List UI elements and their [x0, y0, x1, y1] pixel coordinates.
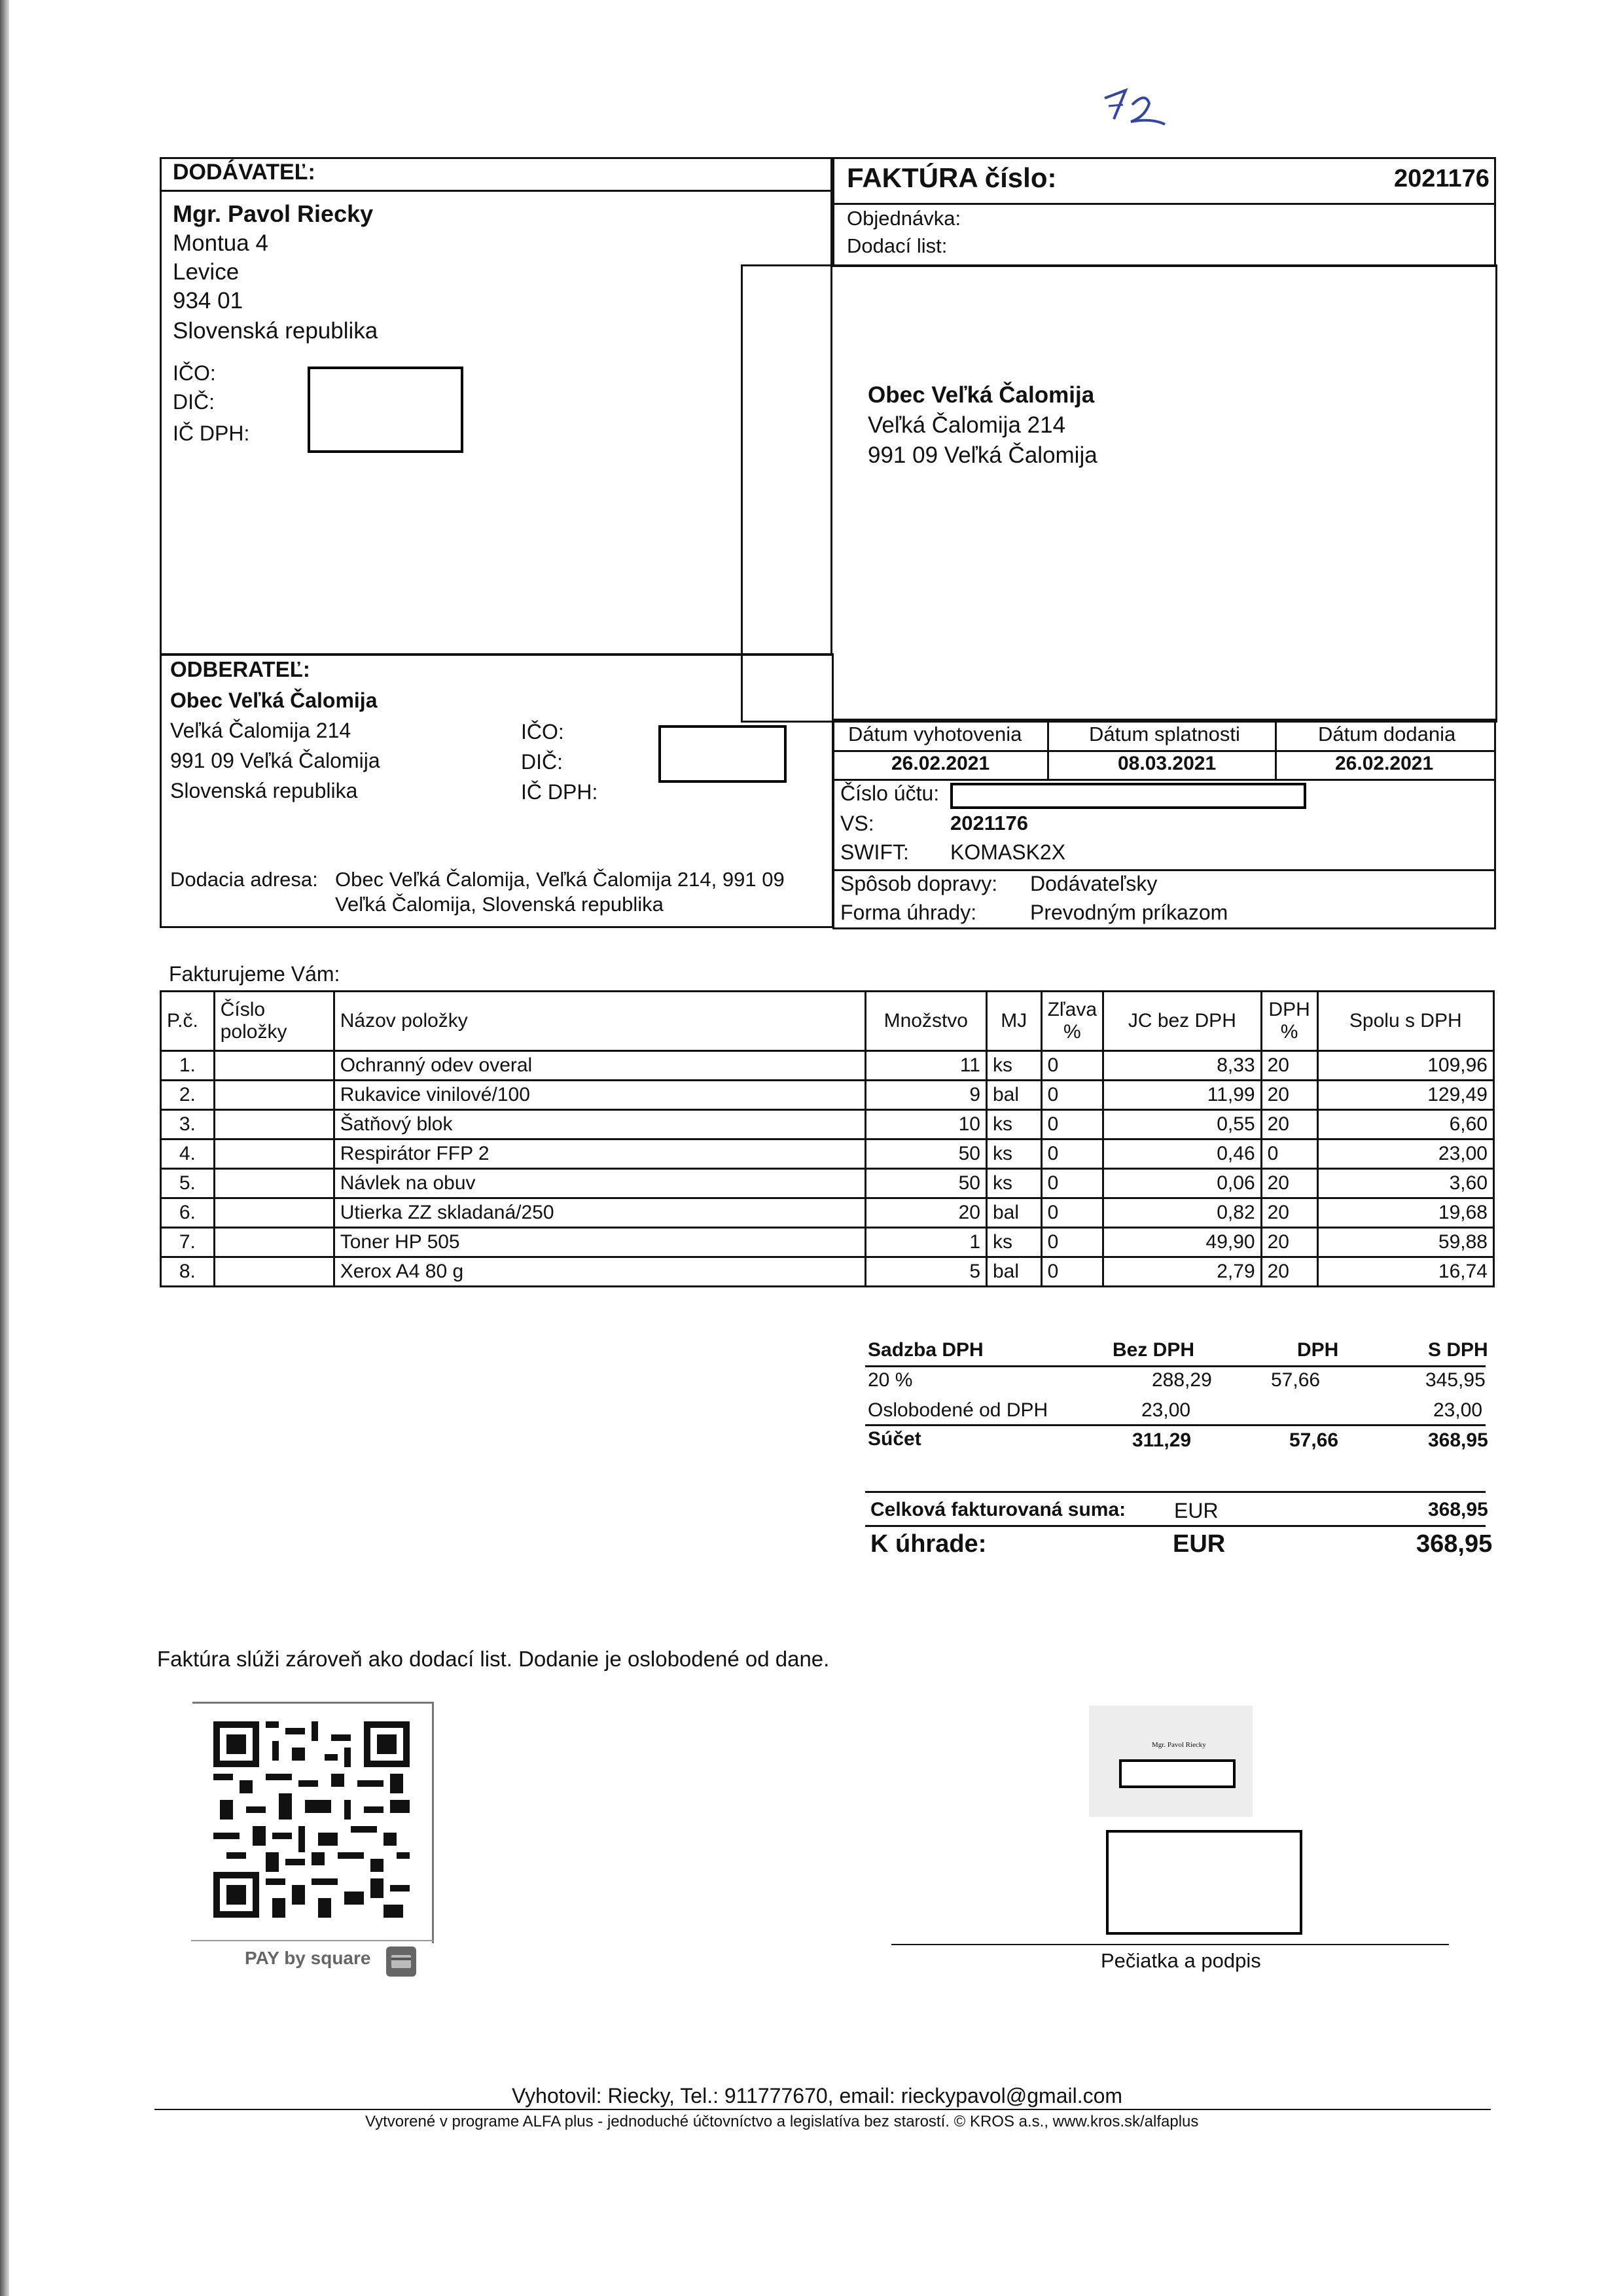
- invoiced-amount: 368,95: [1428, 1499, 1488, 1520]
- vat-row1-vat: 57,66: [1271, 1369, 1321, 1391]
- item-vat: 20: [1261, 1198, 1317, 1228]
- table-row: [161, 1169, 1494, 1198]
- vat-row1-base: 288,29: [1152, 1369, 1212, 1391]
- vat-header-rate: Sadzba DPH: [868, 1339, 984, 1361]
- item-discount: 0: [1041, 1169, 1103, 1198]
- item-unit: ks: [987, 1110, 1042, 1139]
- recipient-name: Obec Veľká Čalomija: [868, 382, 1095, 408]
- table-row: [161, 1110, 1494, 1139]
- delivery-date-label: Dátum dodania: [1318, 723, 1456, 745]
- item-qty: 9: [865, 1081, 986, 1110]
- order-label: Objednávka:: [847, 207, 961, 230]
- card-icon: [386, 1946, 416, 1977]
- item-qty: 50: [865, 1139, 986, 1169]
- table-row: [161, 1081, 1494, 1110]
- items-header-row: [161, 992, 1494, 1051]
- item-no: 6.: [161, 1198, 215, 1228]
- item-name: Xerox A4 80 g: [334, 1257, 865, 1287]
- due-label: K úhrade:: [870, 1530, 987, 1558]
- account-redaction: [950, 783, 1306, 809]
- supplier-country: Slovenská republika: [173, 318, 378, 344]
- item-discount: 0: [1041, 1198, 1103, 1228]
- table-row: [161, 1139, 1494, 1169]
- item-unit: bal: [987, 1257, 1042, 1287]
- swift-value: KOMASK2X: [950, 840, 1066, 864]
- header-vat: [1261, 992, 1317, 1051]
- invoiced-label: Celková fakturovaná suma:: [870, 1499, 1126, 1520]
- item-price: 2,79: [1103, 1257, 1262, 1287]
- item-vat: 20: [1261, 1081, 1317, 1110]
- item-discount: 0: [1041, 1110, 1103, 1139]
- transport-value: Dodávateľsky: [1030, 872, 1158, 895]
- customer-dic-label: DIČ:: [521, 750, 563, 774]
- recipient-window: [741, 264, 1497, 723]
- item-vat: 0: [1261, 1139, 1317, 1169]
- vat-header-base: Bez DPH: [1113, 1339, 1195, 1361]
- vat-header-vat: DPH: [1297, 1339, 1339, 1361]
- item-qty: 50: [865, 1169, 986, 1198]
- customer-name: Obec Veľká Čalomija: [170, 689, 378, 712]
- dates-divider-2: [1275, 719, 1277, 780]
- item-price: 0,55: [1103, 1110, 1262, 1139]
- customer-ico-label: IČO:: [521, 720, 564, 744]
- supplier-ids-redaction: [308, 367, 463, 453]
- header-qty: Množstvo: [865, 992, 986, 1051]
- delivery-note-label: Dodací list:: [847, 234, 948, 257]
- item-vat: 20: [1261, 1051, 1317, 1081]
- supplier-heading: DODÁVATEĽ:: [173, 160, 315, 185]
- supplier-city: Levice: [173, 259, 240, 285]
- item-name: Toner HP 505: [334, 1228, 865, 1257]
- header-unit: MJ: [987, 992, 1042, 1051]
- item-discount: 0: [1041, 1257, 1103, 1287]
- vat-row2-base: 23,00: [1141, 1399, 1191, 1421]
- vat-header-rule: [865, 1365, 1486, 1367]
- item-unit: ks: [987, 1051, 1042, 1081]
- footer-rule: [154, 2109, 1491, 2110]
- vat-header-total: S DPH: [1428, 1339, 1488, 1361]
- item-price: 8,33: [1103, 1051, 1262, 1081]
- item-total: 6,60: [1317, 1110, 1493, 1139]
- item-no: 2.: [161, 1081, 215, 1110]
- item-price: 0,46: [1103, 1139, 1262, 1169]
- item-total: 109,96: [1317, 1051, 1493, 1081]
- vat-sum-base: 311,29: [1132, 1429, 1192, 1451]
- header-vat-label: DPH: [1268, 999, 1310, 1020]
- header-discount-label: Zľava: [1047, 999, 1097, 1020]
- item-name: Návlek na obuv: [334, 1169, 865, 1198]
- item-vat: 20: [1261, 1228, 1317, 1257]
- delivery-address-line1: Obec Veľká Čalomija, Veľká Čalomija 214, 991 09: [335, 868, 785, 891]
- item-price: 11,99: [1103, 1081, 1262, 1110]
- stamp-text: Mgr. Pavol Riecky: [1152, 1741, 1206, 1749]
- item-name: Respirátor FFP 2: [334, 1139, 865, 1169]
- invoice-number: 2021176: [1394, 165, 1489, 192]
- transport-label: Spôsob dopravy:: [840, 872, 998, 895]
- item-total: 129,49: [1317, 1081, 1493, 1110]
- item-qty: 20: [865, 1198, 986, 1228]
- issue-date-label: Dátum vyhotovenia: [848, 723, 1022, 745]
- item-no: 7.: [161, 1228, 215, 1257]
- recipient-street: Veľká Čalomija 214: [868, 412, 1066, 438]
- table-row: [161, 1257, 1494, 1287]
- item-name: Utierka ZZ skladaná/250: [334, 1198, 865, 1228]
- item-vat: 20: [1261, 1257, 1317, 1287]
- vat-sum-total: 368,95: [1428, 1429, 1488, 1451]
- item-discount: 0: [1041, 1081, 1103, 1110]
- customer-street: Veľká Čalomija 214: [170, 719, 351, 742]
- supplier-dic-label: DIČ:: [173, 390, 215, 414]
- header-total: Spolu s DPH: [1317, 992, 1493, 1051]
- item-total: 3,60: [1317, 1169, 1493, 1198]
- issue-date: 26.02.2021: [891, 753, 990, 774]
- software-credit: Vytvorené v programe ALFA plus - jednoduché účtovníctvo a legislatíva bez starostí. © KROS a.s., www.kros.sk/alfaplus: [365, 2113, 1199, 2130]
- payment-method-label: Forma úhrady:: [840, 901, 977, 924]
- item-unit: ks: [987, 1139, 1042, 1169]
- stamp-redaction: [1119, 1759, 1236, 1788]
- due-date: 08.03.2021: [1118, 753, 1217, 774]
- item-unit: ks: [987, 1169, 1042, 1198]
- item-code: [214, 1139, 334, 1169]
- vat-row2-rate: Oslobodené od DPH: [868, 1399, 1048, 1421]
- supplier-street: Montua 4: [173, 230, 268, 256]
- recipient-city: 991 09 Veľká Čalomija: [868, 442, 1097, 468]
- item-code: [214, 1228, 334, 1257]
- item-total: 19,68: [1317, 1198, 1493, 1228]
- item-no: 1.: [161, 1051, 215, 1081]
- customer-city: 991 09 Veľká Čalomija: [170, 749, 380, 772]
- item-no: 5.: [161, 1169, 215, 1198]
- customer-heading: ODBERATEĽ:: [170, 657, 310, 681]
- account-label: Číslo účtu:: [840, 781, 940, 805]
- scan-edge: [0, 0, 9, 2296]
- header-no: P.č.: [161, 992, 215, 1051]
- item-total: 16,74: [1317, 1257, 1493, 1287]
- supplier-heading-rule: [160, 190, 832, 192]
- item-name: Rukavice vinilové/100: [334, 1081, 865, 1110]
- item-vat: 20: [1261, 1169, 1317, 1198]
- invoice-note: Faktúra slúži zároveň ako dodací list. Dodanie je oslobodené od dane.: [157, 1647, 830, 1671]
- delivery-address-label: Dodacia adresa:: [170, 868, 318, 891]
- item-price: 0,06: [1103, 1169, 1262, 1198]
- item-discount: 0: [1041, 1228, 1103, 1257]
- handwritten-mark: [1099, 79, 1171, 131]
- customer-ids-redaction: [658, 725, 787, 783]
- due-currency: EUR: [1173, 1530, 1226, 1558]
- qr-divider: [191, 1940, 433, 1941]
- header-discount-pct: %: [1063, 1021, 1081, 1043]
- signature-redaction: [1106, 1830, 1302, 1935]
- customer-icdph-label: IČ DPH:: [521, 780, 598, 804]
- item-price: 49,90: [1103, 1228, 1262, 1257]
- item-code: [214, 1051, 334, 1081]
- delivery-address-line2: Veľká Čalomija, Slovenská republika: [335, 893, 664, 916]
- supplier-ico-label: IČO:: [173, 361, 216, 385]
- header-discount: [1041, 992, 1103, 1051]
- invoiced-currency: EUR: [1174, 1499, 1219, 1522]
- vat-row1-rate: 20 %: [868, 1369, 913, 1391]
- item-code: [214, 1198, 334, 1228]
- vs-label: VS:: [840, 812, 874, 835]
- item-unit: bal: [987, 1198, 1042, 1228]
- issued-by: Vyhotovil: Riecky, Tel.: 911777670, email: rieckypavol@gmail.com: [512, 2084, 1123, 2108]
- table-row: [161, 1051, 1494, 1081]
- item-qty: 10: [865, 1110, 986, 1139]
- item-total: 59,88: [1317, 1228, 1493, 1257]
- invoice-title-rule: [832, 203, 1496, 205]
- items-intro: Fakturujeme Vám:: [169, 962, 340, 986]
- header-name: Názov položky: [334, 992, 865, 1051]
- item-unit: ks: [987, 1228, 1042, 1257]
- stamp-label: Pečiatka a podpis: [1101, 1949, 1261, 1972]
- totals-mid-rule: [865, 1525, 1486, 1527]
- swift-label: SWIFT:: [840, 840, 909, 864]
- supplier-zip: 934 01: [173, 288, 243, 314]
- item-qty: 11: [865, 1051, 986, 1081]
- totals-top-rule: [865, 1491, 1486, 1493]
- item-code: [214, 1169, 334, 1198]
- item-unit: bal: [987, 1081, 1042, 1110]
- vs-value: 2021176: [950, 812, 1028, 834]
- invoice-title: FAKTÚRA číslo:: [847, 162, 1057, 193]
- item-no: 8.: [161, 1257, 215, 1287]
- header-vat-pct: %: [1280, 1021, 1298, 1043]
- table-row: [161, 1198, 1494, 1228]
- supplier-icdph-label: IČ DPH:: [173, 422, 250, 445]
- signature-rule: [891, 1944, 1449, 1945]
- item-qty: 1: [865, 1228, 986, 1257]
- due-amount: 368,95: [1416, 1530, 1493, 1558]
- item-discount: 0: [1041, 1139, 1103, 1169]
- supplier-name: Mgr. Pavol Riecky: [173, 200, 374, 227]
- vat-row2-total: 23,00: [1433, 1399, 1483, 1421]
- item-qty: 5: [865, 1257, 986, 1287]
- item-name: Šatňový blok: [334, 1110, 865, 1139]
- vat-sum-vat: 57,66: [1289, 1429, 1339, 1451]
- qr-caption: PAY by square: [245, 1948, 371, 1968]
- item-code: [214, 1257, 334, 1287]
- header-code: Číslo položky: [214, 992, 334, 1051]
- delivery-date: 26.02.2021: [1335, 753, 1434, 774]
- due-date-label: Dátum splatnosti: [1089, 723, 1240, 745]
- customer-country: Slovenská republika: [170, 779, 358, 802]
- qr-code: [213, 1721, 410, 1918]
- item-no: 3.: [161, 1110, 215, 1139]
- item-code: [214, 1110, 334, 1139]
- header-unit-price: JC bez DPH: [1103, 992, 1262, 1051]
- dates-divider-1: [1047, 719, 1049, 780]
- item-price: 0,82: [1103, 1198, 1262, 1228]
- table-row: [161, 1228, 1494, 1257]
- vat-sum-label: Súčet: [868, 1428, 921, 1450]
- item-code: [214, 1081, 334, 1110]
- item-vat: 20: [1261, 1110, 1317, 1139]
- item-total: 23,00: [1317, 1139, 1493, 1169]
- item-discount: 0: [1041, 1051, 1103, 1081]
- dates-value-rule: [832, 779, 1496, 781]
- items-table: [160, 990, 1495, 1287]
- item-name: Ochranný odev overal: [334, 1051, 865, 1081]
- vat-sum-rule: [865, 1424, 1486, 1426]
- vat-row1-total: 345,95: [1425, 1369, 1486, 1391]
- item-no: 4.: [161, 1139, 215, 1169]
- dates-header-rule: [832, 750, 1496, 752]
- payment-method-value: Prevodným príkazom: [1030, 901, 1228, 924]
- transport-rule: [832, 869, 1496, 871]
